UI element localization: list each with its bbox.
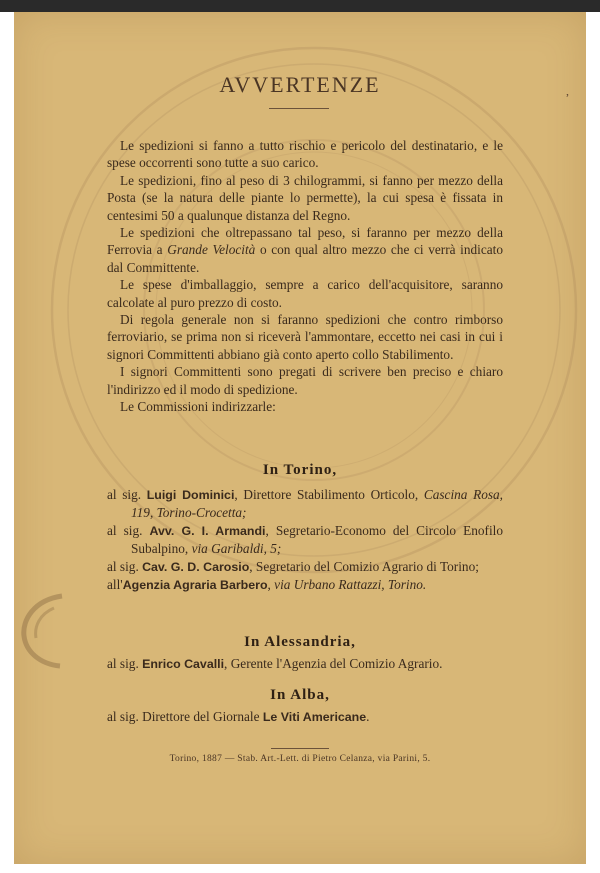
paragraph: Di regola generale non si faranno spedizioni che contro rimborso ferroviario, se prima non si riceverà l'ammontare, eccetto nei casi in cui i signori Committenti abbiano già conto aperto collo Stabilimento. bbox=[107, 312, 503, 362]
address-entry: all'Agenzia Agraria Barbero, via Urbano Rattazzi, Torino. bbox=[107, 577, 427, 593]
paragraph-text: Le spedizioni che oltrepassano tal peso, si faranno per mezzo della Ferrovia a bbox=[107, 225, 503, 258]
side-ink-stamp bbox=[14, 590, 74, 670]
contact-name: Luigi Dominici bbox=[146, 488, 235, 502]
scanner-top-border bbox=[0, 0, 600, 12]
paragraph: Le spese d'imballaggio, sempre a carico dell'acquisitore, saranno calcolate al puro prezzo di costo. bbox=[107, 277, 503, 310]
printer-imprint: Torino, 1887 — Stab. Art.-Lett. di Pietro Celanza, via Parini, 5. bbox=[169, 754, 431, 764]
page-title: AVVERTENZE bbox=[219, 72, 381, 97]
contact-name: Cav. G. D. Carosio bbox=[142, 559, 250, 574]
contact-name: Avv. G. I. Armandi bbox=[149, 523, 266, 538]
section-heading-alba: In Alba, bbox=[270, 687, 330, 703]
address-list-torino bbox=[107, 486, 503, 594]
address-entry: al sig. Direttore del Giornale Le Viti Americane. bbox=[107, 709, 370, 724]
footer-divider bbox=[271, 748, 329, 749]
address-entry: al sig. Enrico Cavalli, Gerente l'Agenzia del Comizio Agrario. bbox=[107, 656, 443, 671]
italic-term: Grande Velocità bbox=[167, 242, 256, 258]
address-entry: al sig. Cav. G. D. Carosio, Segretario del Comizio Agrario di Torino; bbox=[107, 558, 479, 574]
paragraph bbox=[107, 224, 503, 276]
corner-pencil-mark: , bbox=[566, 84, 569, 98]
section-heading-alessandria: In Alessandria, bbox=[244, 634, 356, 650]
address-entry: al sig. Avv. G. I. Armandi, Segretario-Economo del Circolo Enofilo Subalpino, via Garibaldi, 5; bbox=[107, 522, 503, 557]
paragraph-text: o con qual altro mezzo che ci verrà indicato dal Committente. bbox=[107, 242, 503, 275]
title-divider bbox=[269, 108, 329, 109]
address-list-alba bbox=[107, 708, 503, 726]
address-entry: al sig. Luigi Dominici, Direttore Stabilimento Orticolo, Cascina Rosa, 119, Torino-Crocetta; bbox=[107, 487, 503, 521]
contact-name: Agenzia Agraria Barbero bbox=[122, 578, 268, 593]
contact-name: Le Viti Americane bbox=[262, 710, 367, 724]
paragraph: Le spedizioni, fino al peso di 3 chilogrammi, si fanno per mezzo della Posta (se la natura delle piante lo permette), la cui spesa è fissata in centesimi 50 a qualunque distanza del Regno. bbox=[107, 172, 503, 223]
paragraph: I signori Committenti sono pregati di scrivere ben preciso e chiaro l'indirizzo ed il modo di spedizione. bbox=[107, 364, 503, 397]
address-list-alessandria bbox=[107, 655, 503, 673]
paragraph: Le spedizioni si fanno a tutto rischio e pericolo del destinatario, e le spese occorrenti sono tutte a suo carico. bbox=[107, 138, 503, 171]
contact-name: Enrico Cavalli bbox=[142, 657, 225, 671]
section-heading-torino: In Torino, bbox=[262, 462, 338, 478]
notice-paragraphs bbox=[107, 137, 503, 416]
paragraph: Le Commissioni indirizzarle: bbox=[120, 399, 276, 415]
document-page bbox=[14, 12, 586, 864]
